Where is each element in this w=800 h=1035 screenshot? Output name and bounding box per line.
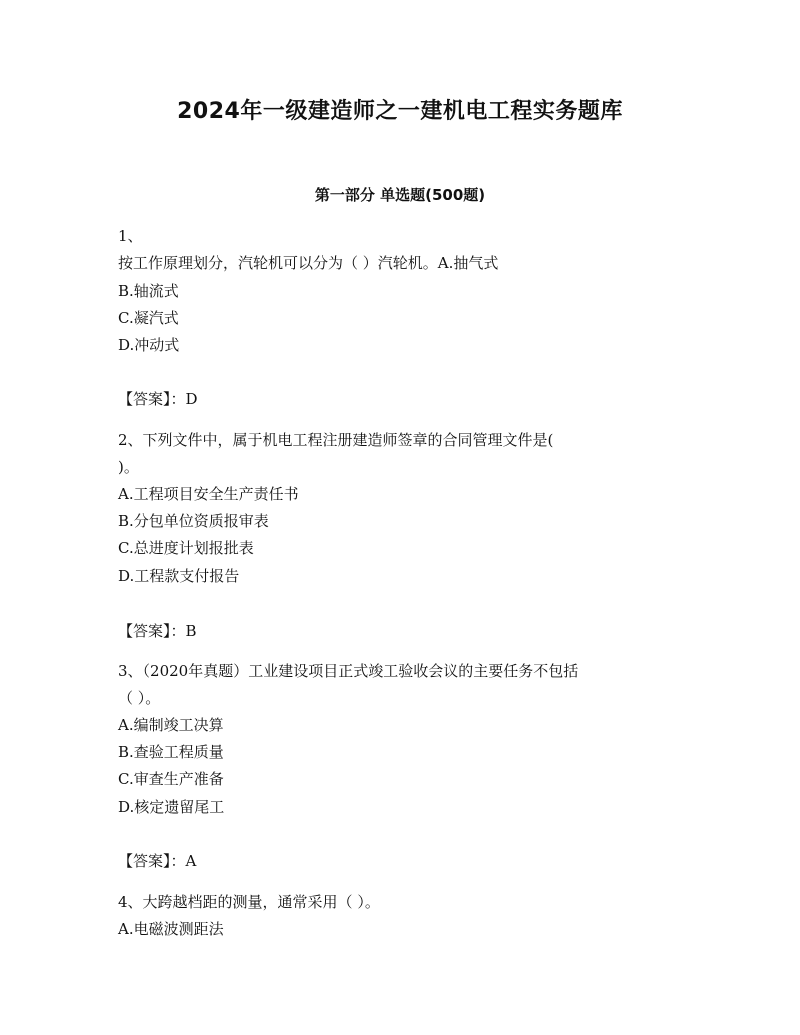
q3-stem-line2: （ ）。 bbox=[118, 689, 161, 707]
q1-option-d: D.冲动式 bbox=[118, 336, 180, 354]
q4-stem: 4、大跨越档距的测量，通常采用（ ）。 bbox=[118, 893, 380, 911]
q1-answer: 【答案】：D bbox=[118, 390, 198, 408]
q2-stem-line1: 2、下列文件中，属于机电工程注册建造师签章的合同管理文件是( bbox=[118, 431, 554, 449]
q2-option-c: C.总进度计划报批表 bbox=[118, 539, 254, 557]
q1-number: 1、 bbox=[118, 227, 143, 245]
q1-stem: 按工作原理划分，汽轮机可以分为（ ）汽轮机。A.抽气式 bbox=[118, 254, 499, 272]
q2-stem-line2: )。 bbox=[118, 458, 139, 476]
q4-option-a: A.电磁波测距法 bbox=[118, 920, 224, 938]
q2-option-a: A.工程项目安全生产责任书 bbox=[118, 485, 299, 503]
document-title: 2024年一级建造师之一建机电工程实务题库 bbox=[177, 99, 623, 124]
q3-option-d: D.核定遗留尾工 bbox=[118, 798, 225, 816]
q3-option-c: C.审查生产准备 bbox=[118, 770, 224, 788]
q3-option-a: A.编制竣工决算 bbox=[118, 716, 224, 734]
q2-option-d: D.工程款支付报告 bbox=[118, 567, 240, 585]
q2-option-b: B.分包单位资质报审表 bbox=[118, 512, 269, 530]
q3-option-b: B.查验工程质量 bbox=[118, 743, 224, 761]
q3-stem-line1: 3、（2020年真题）工业建设项目正式竣工验收会议的主要任务不包括 bbox=[118, 662, 579, 680]
q1-option-b: B.轴流式 bbox=[118, 282, 179, 300]
q1-option-c: C.凝汽式 bbox=[118, 309, 179, 327]
q3-answer: 【答案】：A bbox=[118, 852, 197, 870]
q2-answer: 【答案】：B bbox=[118, 622, 197, 640]
section-heading: 第一部分 单选题(500题) bbox=[314, 186, 486, 204]
